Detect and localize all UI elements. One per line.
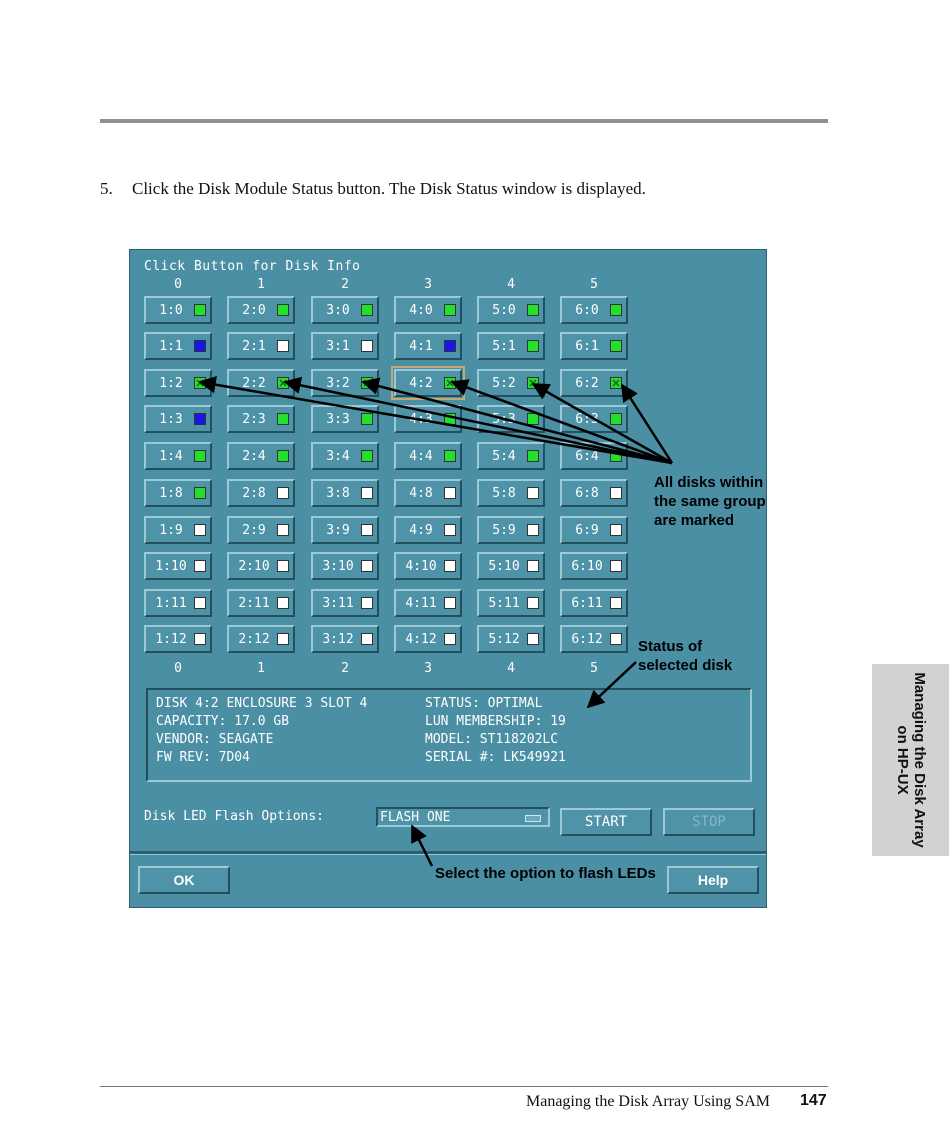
disk-label: 2:1 (242, 339, 266, 354)
disk-label: 3:8 (326, 486, 350, 501)
flash-options-label: Disk LED Flash Options: (144, 809, 325, 824)
disk-label: 1:2 (159, 376, 183, 391)
arrow-to-status (588, 662, 636, 707)
disk-label: 6:11 (571, 596, 603, 611)
page-number: 147 (800, 1092, 827, 1109)
info-model: MODEL: ST118202LC (425, 732, 559, 747)
disk-label: 3:11 (322, 596, 354, 611)
disk-label: 5:1 (492, 339, 516, 354)
start-button[interactable]: START (560, 808, 652, 836)
disk-label: 6:9 (575, 523, 599, 538)
disk-label: 5:11 (488, 596, 520, 611)
disk-label: 1:4 (159, 449, 183, 464)
disk-label: 5:12 (488, 632, 520, 647)
column-label-bottom: 0 (174, 661, 182, 676)
info-status: STATUS: OPTIMAL (425, 696, 543, 711)
disk-label: 5:8 (492, 486, 516, 501)
disk-label: 5:0 (492, 303, 516, 318)
disk-label: 2:11 (238, 596, 270, 611)
disk-label: 3:2 (326, 376, 350, 391)
arrow-to-flash-select (412, 826, 432, 866)
disk-label: 1:9 (159, 523, 183, 538)
disk-label: 2:4 (242, 449, 266, 464)
disk-label: 3:4 (326, 449, 350, 464)
disk-label: 3:1 (326, 339, 350, 354)
column-label-top: 0 (174, 277, 182, 292)
disk-label: 2:2 (242, 376, 266, 391)
column-label-bottom: 3 (424, 661, 432, 676)
callout-group-marked: All disks within the same group are marked (654, 474, 766, 529)
disk-label: 5:4 (492, 449, 516, 464)
dialog-prompt: Click Button for Disk Info (144, 259, 361, 274)
step-number: 5. (100, 179, 113, 198)
column-label-bottom: 4 (507, 661, 515, 676)
footer-title: Managing the Disk Array Using SAM (526, 1093, 770, 1110)
disk-label: 3:10 (322, 559, 354, 574)
info-fw-rev: FW REV: 7D04 (156, 750, 250, 765)
disk-label: 5:9 (492, 523, 516, 538)
disk-label: 1:11 (155, 596, 187, 611)
ok-button[interactable]: OK (138, 866, 230, 894)
disk-label: 2:12 (238, 632, 270, 647)
column-label-top: 2 (341, 277, 349, 292)
disk-label: 3:9 (326, 523, 350, 538)
arrow-to-disk-4-2 (452, 382, 672, 463)
disk-label: 2:3 (242, 412, 266, 427)
column-label-top: 1 (257, 277, 265, 292)
disk-label: 1:0 (159, 303, 183, 318)
column-label-top: 4 (507, 277, 515, 292)
disk-label: 3:3 (326, 412, 350, 427)
bottom-rule (100, 1086, 828, 1087)
info-capacity: CAPACITY: 17.0 GB (156, 714, 290, 729)
column-label-bottom: 2 (341, 661, 349, 676)
flash-options-value: FLASH ONE (380, 810, 451, 825)
disk-label: 4:3 (409, 412, 433, 427)
help-button[interactable]: Help (667, 866, 759, 894)
callout-flash-leds: Select the option to flash LEDs (435, 865, 656, 882)
stop-button[interactable]: STOP (663, 808, 755, 836)
column-label-bottom: 5 (590, 661, 598, 676)
disk-label: 5:2 (492, 376, 516, 391)
disk-label: 2:10 (238, 559, 270, 574)
disk-label: 2:0 (242, 303, 266, 318)
disk-label: 6:0 (575, 303, 599, 318)
disk-label: 2:8 (242, 486, 266, 501)
column-label-bottom: 1 (257, 661, 265, 676)
info-vendor: VENDOR: SEAGATE (156, 732, 274, 747)
disk-label: 6:4 (575, 449, 599, 464)
disk-label: 4:9 (409, 523, 433, 538)
arrow-to-disk-2-2 (285, 382, 672, 463)
disk-label: 1:12 (155, 632, 187, 647)
callout-selected-status: Status of selected disk (638, 638, 733, 674)
disk-label: 6:1 (575, 339, 599, 354)
arrow-to-disk-3-2 (363, 382, 672, 463)
info-serial: SERIAL #: LK549921 (425, 750, 566, 765)
disk-label: 6:2 (575, 376, 599, 391)
disk-label: 4:8 (409, 486, 433, 501)
disk-label: 4:10 (405, 559, 437, 574)
side-tab-label: Managing the Disk Array on HP-UX (893, 672, 928, 848)
disk-label: 5:3 (492, 412, 516, 427)
disk-label: 4:4 (409, 449, 433, 464)
disk-label: 4:2 (409, 376, 433, 391)
disk-label: 4:0 (409, 303, 433, 318)
disk-label: 5:10 (488, 559, 520, 574)
disk-label: 3:0 (326, 303, 350, 318)
disk-label: 4:11 (405, 596, 437, 611)
column-label-top: 5 (590, 277, 598, 292)
disk-label: 6:10 (571, 559, 603, 574)
disk-label: 6:12 (571, 632, 603, 647)
disk-label: 3:12 (322, 632, 354, 647)
disk-label: 4:1 (409, 339, 433, 354)
info-disk: DISK 4:2 ENCLOSURE 3 SLOT 4 (156, 696, 368, 711)
disk-label: 4:12 (405, 632, 437, 647)
step-text: Click the Disk Module Status button. The Disk Status window is displayed. (132, 179, 646, 198)
disk-label: 6:8 (575, 486, 599, 501)
disk-label: 2:9 (242, 523, 266, 538)
disk-label: 6:3 (575, 412, 599, 427)
disk-label: 1:10 (155, 559, 187, 574)
column-label-top: 3 (424, 277, 432, 292)
disk-label: 1:8 (159, 486, 183, 501)
chapter-side-tab (872, 664, 949, 856)
disk-label: 1:1 (159, 339, 183, 354)
disk-label: 1:3 (159, 412, 183, 427)
info-lun: LUN MEMBERSHIP: 19 (425, 714, 566, 729)
